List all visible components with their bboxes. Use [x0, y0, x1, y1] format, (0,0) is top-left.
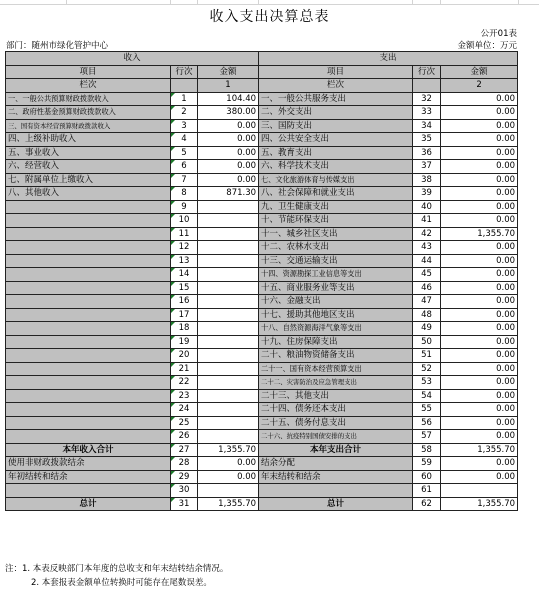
- expense-item-cell[interactable]: 十四、资源勘探工业信息等支出: [259, 268, 413, 282]
- income-amount-cell[interactable]: 380.00: [198, 106, 259, 120]
- year-expense-total-amount[interactable]: 1,355.70: [441, 443, 518, 457]
- table-row: [6, 187, 518, 201]
- expense-amount-cell[interactable]: 0.00: [441, 160, 518, 174]
- expense-item-cell[interactable]: 二十二、灾害防治及应急管理支出: [259, 376, 413, 390]
- income-amount-header[interactable]: 金额: [198, 65, 259, 79]
- income-rowno-cell[interactable]: 2: [171, 106, 198, 120]
- income-amount-cell[interactable]: 871.30: [198, 187, 259, 201]
- income-amount-cell[interactable]: 0.00: [198, 173, 259, 187]
- expense-amount-cell[interactable]: 0.00: [441, 254, 518, 268]
- expense-section-header[interactable]: 支出: [259, 52, 518, 66]
- income-item-cell[interactable]: [6, 268, 171, 282]
- allocation-amount[interactable]: 0.00: [441, 457, 518, 471]
- table-row: [6, 281, 518, 295]
- expense-amount-cell[interactable]: 0.00: [441, 403, 518, 417]
- table-row: [6, 349, 518, 363]
- expense-item-cell[interactable]: 三、国防支出: [259, 119, 413, 133]
- expense-rowno-cell[interactable]: 40: [413, 200, 441, 214]
- expense-amount-cell[interactable]: 1,355.70: [441, 227, 518, 241]
- year-expense-total-no[interactable]: 58: [413, 443, 441, 457]
- table-row: [6, 119, 518, 133]
- expense-rowno-cell[interactable]: 51: [413, 349, 441, 363]
- expense-column-blank[interactable]: [413, 79, 441, 93]
- income-amount-cell[interactable]: [198, 200, 259, 214]
- expense-amount-cell[interactable]: 0.00: [441, 389, 518, 403]
- grand-expense-amount[interactable]: 1,355.70: [441, 497, 518, 511]
- income-rowno-cell[interactable]: 13: [171, 254, 198, 268]
- income-rowno-cell[interactable]: 4: [171, 133, 198, 147]
- table-row: [6, 268, 518, 282]
- income-item-cell[interactable]: [6, 308, 171, 322]
- footnote-2: 2. 本套报表金额单位转换时可能存在尾数误差。: [31, 578, 212, 588]
- income-amount-cell[interactable]: [198, 227, 259, 241]
- footnotes: [5, 562, 228, 590]
- income-rowno-cell[interactable]: 14: [171, 268, 198, 282]
- expense-rowno-cell[interactable]: 35: [413, 133, 441, 147]
- expense-amount-cell[interactable]: 0.00: [441, 335, 518, 349]
- table-row: [6, 173, 518, 187]
- expense-column-label[interactable]: 栏次: [259, 79, 413, 93]
- expense-item-cell[interactable]: 八、社会保障和就业支出: [259, 187, 413, 201]
- income-amount-cell[interactable]: 0.00: [198, 133, 259, 147]
- expense-rowno-cell[interactable]: 41: [413, 214, 441, 228]
- expense-rowno-cell[interactable]: 56: [413, 416, 441, 430]
- expense-item-cell[interactable]: 十八、自然资源海洋气象等支出: [259, 322, 413, 336]
- income-section-header[interactable]: 收入: [6, 52, 259, 66]
- table-row: [6, 362, 518, 376]
- section-header-row: [6, 52, 518, 66]
- expense-column-no[interactable]: 2: [441, 79, 518, 93]
- expense-rowno-cell[interactable]: 46: [413, 281, 441, 295]
- blank-expense-amount[interactable]: [441, 484, 518, 498]
- income-item-cell[interactable]: 二、政府性基金预算财政拨款收入: [6, 106, 171, 120]
- end-balance-no[interactable]: 60: [413, 470, 441, 484]
- table-row: [6, 254, 518, 268]
- expense-rowno-cell[interactable]: 52: [413, 362, 441, 376]
- income-item-cell[interactable]: 八、其他收入: [6, 187, 171, 201]
- year-total-row: [6, 443, 518, 457]
- income-item-cell[interactable]: 四、上级补助收入: [6, 133, 171, 147]
- expense-rowno-cell[interactable]: 33: [413, 106, 441, 120]
- income-rowno-cell[interactable]: 24: [171, 403, 198, 417]
- income-item-header[interactable]: 项目: [6, 65, 171, 79]
- income-amount-cell[interactable]: [198, 362, 259, 376]
- allocation-no[interactable]: 59: [413, 457, 441, 471]
- expense-amount-cell[interactable]: 0.00: [441, 214, 518, 228]
- expense-amount-cell[interactable]: 0.00: [441, 295, 518, 309]
- expense-item-cell[interactable]: 四、公共安全支出: [259, 133, 413, 147]
- table-row: [6, 403, 518, 417]
- expense-amount-cell[interactable]: 0.00: [441, 146, 518, 160]
- table-row: [6, 160, 518, 174]
- expense-rowno-cell[interactable]: 45: [413, 268, 441, 282]
- income-amount-cell[interactable]: [198, 254, 259, 268]
- income-amount-cell[interactable]: 0.00: [198, 146, 259, 160]
- income-amount-cell[interactable]: [198, 416, 259, 430]
- income-amount-cell[interactable]: [198, 376, 259, 390]
- expense-item-cell[interactable]: 一、一般公共服务支出: [259, 92, 413, 106]
- income-rowno-header[interactable]: 行次: [171, 65, 198, 79]
- income-amount-cell[interactable]: [198, 268, 259, 282]
- income-amount-cell[interactable]: [198, 281, 259, 295]
- income-item-cell[interactable]: [6, 349, 171, 363]
- income-amount-cell[interactable]: [198, 430, 259, 444]
- income-amount-cell[interactable]: 104.40: [198, 92, 259, 106]
- table-row: [6, 430, 518, 444]
- table-row: [6, 308, 518, 322]
- income-rowno-cell[interactable]: 26: [171, 430, 198, 444]
- expense-item-cell[interactable]: 十一、城乡社区支出: [259, 227, 413, 241]
- expense-item-cell[interactable]: 十三、交通运输支出: [259, 254, 413, 268]
- income-amount-cell[interactable]: [198, 322, 259, 336]
- begin-balance-no[interactable]: 29: [171, 470, 198, 484]
- expense-item-cell[interactable]: 二十、粮油物资储备支出: [259, 349, 413, 363]
- table-row: [6, 106, 518, 120]
- nonfiscal-no[interactable]: 28: [171, 457, 198, 471]
- table-row: [6, 389, 518, 403]
- blank-income-amount[interactable]: [198, 484, 259, 498]
- year-income-total-amount[interactable]: 1,355.70: [198, 443, 259, 457]
- column-number-row: [6, 79, 518, 93]
- expense-rowno-cell[interactable]: 55: [413, 403, 441, 417]
- income-rowno-cell[interactable]: 7: [171, 173, 198, 187]
- income-rowno-cell[interactable]: 17: [171, 308, 198, 322]
- expense-item-cell[interactable]: 十五、商业服务业等支出: [259, 281, 413, 295]
- income-item-cell[interactable]: [6, 295, 171, 309]
- table-row: [6, 416, 518, 430]
- expense-item-cell[interactable]: 二十五、债务付息支出: [259, 416, 413, 430]
- income-amount-cell[interactable]: [198, 389, 259, 403]
- expense-item-cell[interactable]: 五、教育支出: [259, 146, 413, 160]
- table-row: [6, 295, 518, 309]
- income-rowno-cell[interactable]: 8: [171, 187, 198, 201]
- expense-rowno-cell[interactable]: 37: [413, 160, 441, 174]
- expense-rowno-cell[interactable]: 39: [413, 187, 441, 201]
- income-rowno-cell[interactable]: 10: [171, 214, 198, 228]
- gridline-strip: [0, 0, 539, 5]
- grand-expense-no[interactable]: 62: [413, 497, 441, 511]
- year-expense-total-label[interactable]: 本年支出合计: [259, 443, 413, 457]
- expense-item-cell[interactable]: 二十六、抗疫特别国债安排的支出: [259, 430, 413, 444]
- footnote-1: 注：1. 本表反映部门本年度的总收支和年末结转结余情况。: [5, 564, 229, 574]
- income-amount-cell[interactable]: [198, 349, 259, 363]
- income-rowno-cell[interactable]: 5: [171, 146, 198, 160]
- expense-rowno-cell[interactable]: 57: [413, 430, 441, 444]
- expense-amount-cell[interactable]: 0.00: [441, 416, 518, 430]
- income-rowno-cell[interactable]: 3: [171, 119, 198, 133]
- income-amount-cell[interactable]: [198, 295, 259, 309]
- income-item-cell[interactable]: 六、经营收入: [6, 160, 171, 174]
- expense-rowno-cell[interactable]: 48: [413, 308, 441, 322]
- income-amount-cell[interactable]: [198, 335, 259, 349]
- income-rowno-cell[interactable]: 6: [171, 160, 198, 174]
- expense-amount-cell[interactable]: 0.00: [441, 106, 518, 120]
- department-label: 部门：随州市绿化管护中心: [6, 41, 109, 51]
- income-item-cell[interactable]: [6, 322, 171, 336]
- income-amount-cell[interactable]: [198, 241, 259, 255]
- income-item-cell[interactable]: [6, 430, 171, 444]
- income-item-cell[interactable]: [6, 403, 171, 417]
- blank-row: [6, 484, 518, 498]
- nonfiscal-row: [6, 457, 518, 471]
- expense-amount-cell[interactable]: 0.00: [441, 173, 518, 187]
- end-balance-amount[interactable]: 0.00: [441, 470, 518, 484]
- table-row: [6, 227, 518, 241]
- expense-item-header[interactable]: 项目: [259, 65, 413, 79]
- begin-balance-label[interactable]: 年初结转和结余: [6, 470, 171, 484]
- blank-expense-no[interactable]: 61: [413, 484, 441, 498]
- income-rowno-cell[interactable]: 21: [171, 362, 198, 376]
- allocation-label[interactable]: 结余分配: [259, 457, 413, 471]
- income-item-cell[interactable]: [6, 362, 171, 376]
- nonfiscal-label[interactable]: 使用非财政拨款结余: [6, 457, 171, 471]
- nonfiscal-amount[interactable]: 0.00: [198, 457, 259, 471]
- totals-body: [6, 443, 518, 511]
- expense-amount-cell[interactable]: 0.00: [441, 308, 518, 322]
- expense-rowno-cell[interactable]: 43: [413, 241, 441, 255]
- income-item-cell[interactable]: [6, 200, 171, 214]
- income-expense-table: [5, 51, 518, 511]
- income-amount-cell[interactable]: [198, 214, 259, 228]
- expense-amount-cell[interactable]: 0.00: [441, 362, 518, 376]
- income-item-cell[interactable]: [6, 241, 171, 255]
- expense-rowno-cell[interactable]: 54: [413, 389, 441, 403]
- expense-item-cell[interactable]: 十七、援助其他地区支出: [259, 308, 413, 322]
- report-title: 收入支出决算总表: [209, 9, 330, 25]
- expense-rowno-cell[interactable]: 50: [413, 335, 441, 349]
- income-amount-cell[interactable]: [198, 308, 259, 322]
- expense-item-cell[interactable]: 六、科学技术支出: [259, 160, 413, 174]
- expense-amount-cell[interactable]: 0.00: [441, 133, 518, 147]
- table-row: [6, 335, 518, 349]
- table-row: [6, 214, 518, 228]
- expense-rowno-cell[interactable]: 44: [413, 254, 441, 268]
- expense-item-cell[interactable]: 七、文化旅游体育与传媒支出: [259, 173, 413, 187]
- expense-amount-cell[interactable]: 0.00: [441, 200, 518, 214]
- expense-amount-cell[interactable]: 0.00: [441, 187, 518, 201]
- form-code: 公开01表: [480, 29, 517, 39]
- income-item-cell[interactable]: [6, 254, 171, 268]
- grand-income-amount[interactable]: 1,355.70: [198, 497, 259, 511]
- income-rowno-cell[interactable]: 20: [171, 349, 198, 363]
- expense-amount-cell[interactable]: 0.00: [441, 430, 518, 444]
- expense-item-cell[interactable]: 十九、住房保障支出: [259, 335, 413, 349]
- expense-amount-cell[interactable]: 0.00: [441, 376, 518, 390]
- income-item-cell[interactable]: 三、国有资本经营预算财政拨款收入: [6, 119, 171, 133]
- expense-rowno-cell[interactable]: 38: [413, 173, 441, 187]
- table-row: [6, 146, 518, 160]
- column-header-row: [6, 65, 518, 79]
- income-rowno-cell[interactable]: 23: [171, 389, 198, 403]
- expense-rowno-cell[interactable]: 42: [413, 227, 441, 241]
- end-balance-label[interactable]: 年末结转和结余: [259, 470, 413, 484]
- income-amount-cell[interactable]: 0.00: [198, 119, 259, 133]
- expense-item-cell[interactable]: 九、卫生健康支出: [259, 200, 413, 214]
- expense-item-cell[interactable]: 二、外交支出: [259, 106, 413, 120]
- income-column-label[interactable]: 栏次: [6, 79, 171, 93]
- grand-total-row: [6, 497, 518, 511]
- income-item-cell[interactable]: [6, 335, 171, 349]
- income-column-no[interactable]: 1: [198, 79, 259, 93]
- income-item-cell[interactable]: [6, 281, 171, 295]
- income-rowno-cell[interactable]: 16: [171, 295, 198, 309]
- income-column-blank[interactable]: [171, 79, 198, 93]
- table-row: [6, 200, 518, 214]
- income-item-cell[interactable]: [6, 227, 171, 241]
- income-rowno-cell[interactable]: 11: [171, 227, 198, 241]
- grand-income-no[interactable]: 31: [171, 497, 198, 511]
- carryover-row: [6, 470, 518, 484]
- expense-rowno-cell[interactable]: 36: [413, 146, 441, 160]
- income-rowno-cell[interactable]: 22: [171, 376, 198, 390]
- expense-amount-cell[interactable]: 0.00: [441, 322, 518, 336]
- income-rowno-cell[interactable]: 18: [171, 322, 198, 336]
- table-row: [6, 241, 518, 255]
- expense-rowno-cell[interactable]: 53: [413, 376, 441, 390]
- expense-rowno-header[interactable]: 行次: [413, 65, 441, 79]
- expense-amount-header[interactable]: 金额: [441, 65, 518, 79]
- blank-income-no[interactable]: 30: [171, 484, 198, 498]
- expense-item-cell[interactable]: 十二、农林水支出: [259, 241, 413, 255]
- income-item-cell[interactable]: 七、附属单位上缴收入: [6, 173, 171, 187]
- table-row: [6, 322, 518, 336]
- expense-rowno-cell[interactable]: 49: [413, 322, 441, 336]
- detail-rows: [6, 92, 518, 443]
- table-row: [6, 133, 518, 147]
- income-rowno-cell[interactable]: 15: [171, 281, 198, 295]
- expense-amount-cell[interactable]: 0.00: [441, 241, 518, 255]
- expense-amount-cell[interactable]: 0.00: [441, 268, 518, 282]
- expense-rowno-cell[interactable]: 32: [413, 92, 441, 106]
- income-item-cell[interactable]: [6, 214, 171, 228]
- expense-amount-cell[interactable]: 0.00: [441, 119, 518, 133]
- expense-item-cell[interactable]: 二十一、国有资本经营预算支出: [259, 362, 413, 376]
- unit-label: 金额单位：万元: [457, 41, 517, 51]
- income-item-cell[interactable]: 五、事业收入: [6, 146, 171, 160]
- begin-balance-amount[interactable]: 0.00: [198, 470, 259, 484]
- blank-income-label[interactable]: [6, 484, 171, 498]
- expense-rowno-cell[interactable]: 34: [413, 119, 441, 133]
- income-item-cell[interactable]: [6, 389, 171, 403]
- income-item-cell[interactable]: [6, 376, 171, 390]
- income-rowno-cell[interactable]: 9: [171, 200, 198, 214]
- expense-item-cell[interactable]: 十、节能环保支出: [259, 214, 413, 228]
- income-rowno-cell[interactable]: 25: [171, 416, 198, 430]
- grand-income-label[interactable]: 总计: [6, 497, 171, 511]
- expense-item-cell[interactable]: 十六、金融支出: [259, 295, 413, 309]
- income-item-cell[interactable]: 一、一般公共预算财政拨款收入: [6, 92, 171, 106]
- blank-expense-label[interactable]: [259, 484, 413, 498]
- year-income-total-no[interactable]: 27: [171, 443, 198, 457]
- expense-rowno-cell[interactable]: 47: [413, 295, 441, 309]
- expense-item-cell[interactable]: 二十三、其他支出: [259, 389, 413, 403]
- expense-amount-cell[interactable]: 0.00: [441, 281, 518, 295]
- income-rowno-cell[interactable]: 1: [171, 92, 198, 106]
- income-rowno-cell[interactable]: 12: [171, 241, 198, 255]
- expense-amount-cell[interactable]: 0.00: [441, 92, 518, 106]
- income-amount-cell[interactable]: 0.00: [198, 160, 259, 174]
- year-income-total-label[interactable]: 本年收入合计: [6, 443, 171, 457]
- expense-item-cell[interactable]: 二十四、债务还本支出: [259, 403, 413, 417]
- grand-expense-label[interactable]: 总计: [259, 497, 413, 511]
- income-rowno-cell[interactable]: 19: [171, 335, 198, 349]
- table-row: [6, 376, 518, 390]
- expense-amount-cell[interactable]: 0.00: [441, 349, 518, 363]
- table-row: [6, 92, 518, 106]
- income-item-cell[interactable]: [6, 416, 171, 430]
- income-amount-cell[interactable]: [198, 403, 259, 417]
